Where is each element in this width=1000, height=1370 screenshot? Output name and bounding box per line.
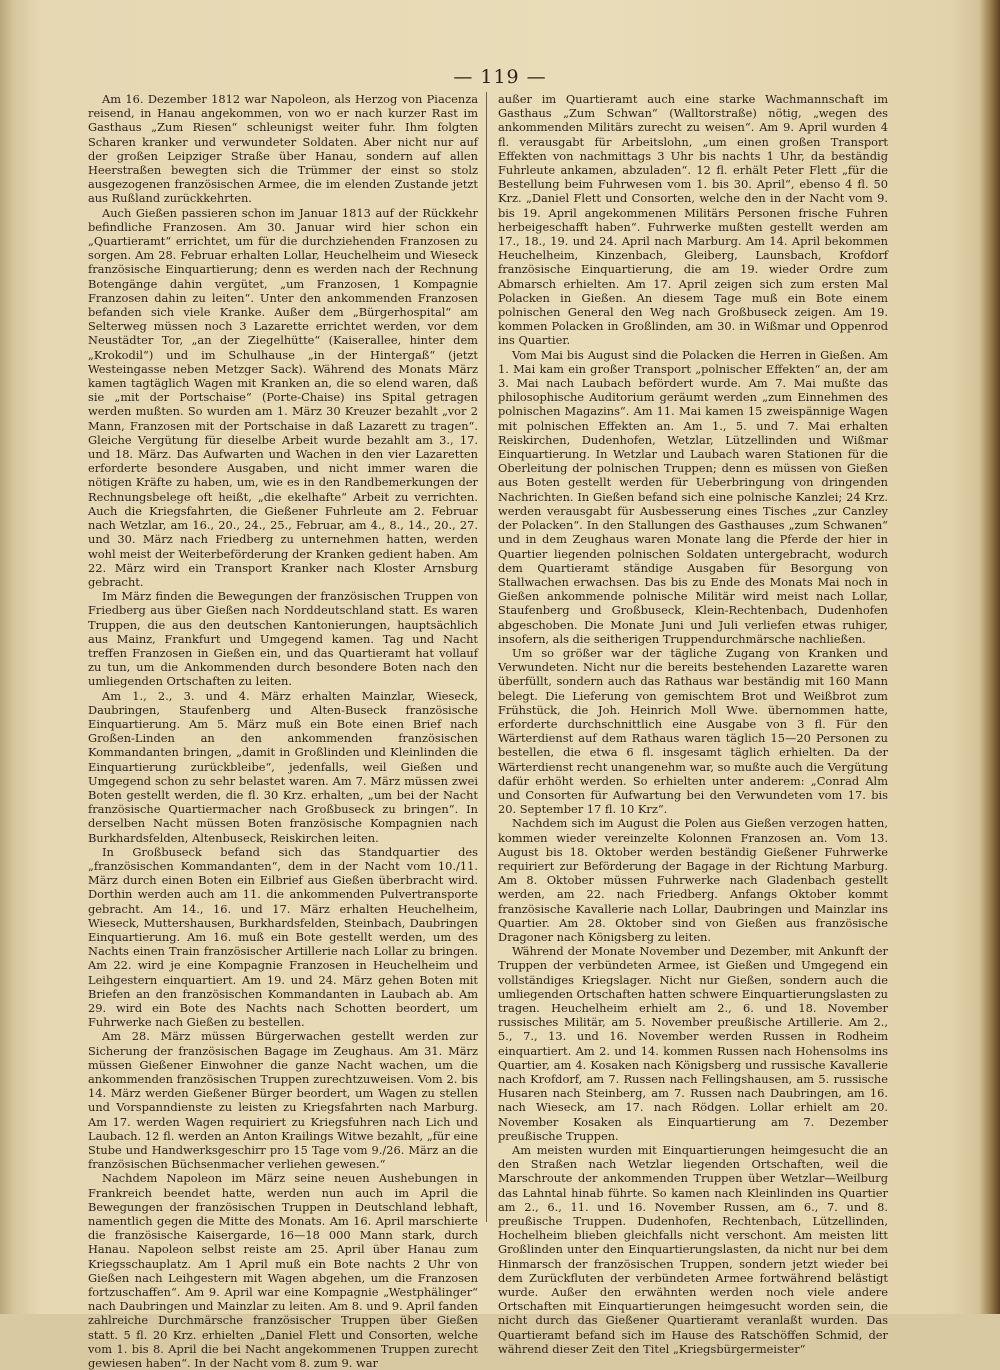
page-number: — 119 — bbox=[453, 66, 547, 88]
right-column bbox=[498, 92, 888, 1356]
book-spine bbox=[978, 0, 1000, 1314]
paragraph: Vom Mai bis August sind die Polacken die Herren in Gießen. Am 1. Mai kam ein großer Transport „polnischer Effekten“ an, der am 3. Mai nach Laubach befördert wurde. Am 7. Mai mußte das philosophische Auditorium geräumt werden „zum Einnehmen des polnischen Magazins“. Am 11. Mai kamen 15 zweispännige Wagen mit polnischen Effekten an. Am 1., 5. und 7. Mai erhalten Reiskirchen, Dudenhofen, Wetzlar, Lützellinden und Wißmar Einquartierung. In Wetzlar und Laubach waren Stationen für die Oberleitung der polnischen Truppen; denn es müssen von Gießen aus Boten gestellt werden für Ueberbringung von dringenden Nachrichten. In Gießen befand sich eine polnische Kanzlei; 24 Krz. werden verausgabt für Ausbesserung eines Tisches „zur Canzley der Polacken“. In den Stallungen des Gasthauses „zum Schwanen“ und in dem Zeughaus waren Monate lang die Pferde der hier in Quartier liegenden polnischen Soldaten untergebracht, wodurch dem Quartieramt ständige Ausgaben für Besorgung von Stallwachen erwachsen. Das bis zu Ende des Monats Mai noch in Gießen ankommende polnische Militär wird meist nach Lollar, Staufenberg und Großbuseck, Klein-Rechtenbach, Dudenhofen abgeschoben. Die Monate Juni und Juli verliefen etwas ruhiger, insofern, als die seitherigen Truppendurchmärsche nachließen. bbox=[498, 347, 888, 646]
left-column bbox=[88, 92, 478, 1370]
paragraph: Im März finden die Bewegungen der französischen Truppen von Friedberg aus über Gießen nach Norddeutschland statt. Es waren Truppen, die aus den deutschen Kantonierungen, hauptsächlich aus Mainz, Frankfurt und Umgegend kamen. Tag und Nacht treffen Franzosen in Gießen ein, und das Quartieramt hat vollauf zu tun, um die Ankommenden durch besondere Boten nach den umliegenden Ortschaften zu leiten. bbox=[88, 589, 478, 689]
paragraph: Während der Monate November und Dezember, mit Ankunft der Truppen der verbündeten Armee, ist Gießen und Umgegend ein vollständiges Kriegslager. Nicht nur Gießen, sondern auch die umliegenden Ortschaften hatten schwere Einquartierungslasten zu tragen. Heuchelheim erhielt am 2., 6. und 18. November russisches Militär, am 5. November preußische Artillerie. Am 2., 5., 7., 13. und 16. November werden Russen in Rodheim einquartiert. Am 2. und 14. kommen Russen nach Hohensolms ins Quartier, am 4. Kosaken nach Königsberg und russische Kavallerie nach Krofdorf, am 7. Russen nach Fellingshausen, am 5. russische Husaren nach Steinberg, am 7. Russen nach Daubringen, am 16. nach Wieseck, am 17. nach Rödgen. Lollar erhielt am 20. November Kosaken als Einquartierung am 7. Dezember preußische Truppen. bbox=[498, 944, 888, 1143]
paragraph: In Großbuseck befand sich das Standquartier des „französischen Kommandanten“, dem in der Nacht vom 10./11. März durch einen Boten ein Eilbrief aus Gießen überbracht wird. Dorthin werden auch am 11. die ankommenden Pulvertransporte gebracht. Am 14., 16. und 17. März erhalten Heuchelheim, Wieseck, Muttershausen, Burkhardsfelden, Steinbach, Daubringen Einquartierung. Am 16. muß ein Bote gestellt werden, um des Nachts einen Train französischer Artillerie nach Lollar zu bringen. Am 22. wird je eine Kompagnie Franzosen in Heuchelheim und Leihgestern einquartiert. Am 19. und 24. März gehen Boten mit Briefen an den französischen Kommandanten in Laubach ab. Am 29. wird ein Bote des Nachts nach Schotten beordert, um Fuhrwerke nach Gießen zu bestellen. bbox=[88, 844, 478, 1030]
paragraph: Am 28. März müssen Bürgerwachen gestellt werden zur Sicherung der französischen Bagage im Zeughaus. Am 31. März müssen Gießener Einwohner die ganze Nacht wachen, um die ankommenden französischen Truppen zurechtzuweisen. Vom 2. bis 14. März werden Gießener Bürger beordert, um Wagen zu stellen und Vorspanndienste zu leisten zu Kriegsfahrten nach Marburg. Am 17. werden Wagen requiriert zu Kriegsfuhren nach Lich und Laubach. 12 fl. werden an Anton Krailings Witwe bezahlt, „für eine Stube und Handwerksgeschirr pro 15 Tage vom 9./26. März an die französischen Büchsenmacher verliehen gewesen.“ bbox=[88, 1029, 478, 1172]
paragraph: Am 16. Dezember 1812 war Napoleon, als Herzog von Piacenza reisend, in Hanau angekommen, von wo er nach kurzer Rast im Gasthaus „Zum Riesen“ schleunigst weiter fuhr. Ihm folgten Scharen kranker und verwundeter Soldaten. Aber nicht nur auf der großen Leipziger Straße über Hanau, sondern auf allen Heerstraßen bewegten sich die Trümmer der einst so stolz ausgezogenen französischen Armee, die im elenden Zustande jetzt aus Rußland zurückkehrten. bbox=[88, 92, 478, 206]
paragraph: Um so größer war der tägliche Zugang von Kranken und Verwundeten. Nicht nur die bereits bestehenden Lazarette waren überfüllt, sondern auch das Rathaus war beständig mit 160 Mann belegt. Die Lieferung von gemischtem Brot und Weißbrot zum Frühstück, die Joh. Heinrich Moll Wwe. übernommen hatte, erforderte durchschnittlich eine Ausgabe von 3 fl. Für den Wärterdienst auf dem Rathaus waren täglich 15—20 Personen zu bestellen, die etwa 6 fl. insgesamt täglich erhielten. Da der Wärterdienst recht unangenehm war, so mußte auch die Vergütung dafür erhöht werden. So erhielten unter anderem: „Conrad Alm und Consorten für Aufwartung bei den Verwundeten vom 17. bis 20. September 17 fl. 10 Krz“. bbox=[498, 645, 888, 817]
column-divider bbox=[486, 92, 487, 1222]
paragraph: Nachdem Napoleon im März seine neuen Aushebungen in Frankreich beendet hatte, werden nun auch im April die Bewegungen der französischen Truppen in Deutschland lebhaft, namentlich gegen die Mitte des Monats. Am 16. April marschierte die französische Kaisergarde, 16—18 000 Mann stark, durch Hanau. Napoleon selbst reiste am 25. April über Hanau zum Kriegsschauplatz. Am 1 April muß ein Bote nachts 2 Uhr von Gießen nach Leihgestern mit Wagen abgehen, um die Franzosen fortzuschaffen“. Am 9. April war eine Kompagnie „Westphälinger“ nach Daubringen und Mainzlar zu leiten. Am 8. und 9. April fanden zahlreiche Durchmärsche französischer Truppen über Gießen statt. 5 fl. 20 Krz. erhielten „Daniel Flett und Consorten, welche vom 1. bis 8. April die bei Nacht angekommenen Truppen zurecht gewiesen haben“. In der Nacht vom 8. zum 9. war bbox=[88, 1171, 478, 1370]
paragraph: Nachdem sich im August die Polen aus Gießen verzogen hatten, kommen wieder vereinzelte Kolonnen Franzosen an. Vom 13. August bis 18. Oktober werden beständig Gießener Fuhrwerke requiriert zur Beförderung der Bagage in der Richtung Marburg. Am 8. Oktober müssen Fuhrwerke nach Gladenbach gestellt werden, am 22. nach Friedberg. Anfangs Oktober kommt französische Kavallerie nach Lollar, Daubringen und Mainzlar ins Quartier. Am 28. Oktober sind von Gießen aus französische Dragoner nach Königsberg zu leiten. bbox=[498, 816, 888, 944]
paragraph: Am 1., 2., 3. und 4. März erhalten Mainzlar, Wieseck, Daubringen, Staufenberg und Alten-Buseck französische Einquartierung. Am 5. März muß ein Bote einen Brief nach Großen-Linden an den ankommenden französischen Kommandanten bringen, „damit in Großlinden und Kleinlinden die Einquartierung zurückbleibe“, jedenfalls, weil Gießen und Umgegend schon zu sehr belastet waren. Am 7. März müssen zwei Boten gestellt werden, die fl. 30 Krz. erhalten, „um bei der Nacht französische Quartiermacher nach Großbuseck zu bringen“. In derselben Nacht müssen Boten französische Kompagnien nach Burkhardsfelden, Altenbuseck, Reiskirchen leiten. bbox=[88, 688, 478, 845]
paragraph: Auch Gießen passieren schon im Januar 1813 auf der Rückkehr befindliche Franzosen. Am 30. Januar wird hier schon ein „Quartieramt“ errichtet, um für die durchziehenden Franzosen zu sorgen. Am 28. Februar erhalten Lollar, Heuchelheim und Wieseck französische Einquartierung; denn es werden nach der Rechnung Botengänge dahin vergütet, „um Franzosen, 1 Kompagnie Franzosen dahin zu leiten“. Unter den ankommenden Franzosen befanden sich viele Kranke. Außer dem „Bürgerhospital“ am Selterweg müssen noch 3 Lazarette errichtet werden, vor dem Neustädter Tor, „an der Ziegelhütte“ (Kaiserallee, hinter dem „Krokodil“) und im Schulhause „in der Hintergaß“ (jetzt Westeingasse neben Metzger Sack). Während des Monats März kamen tagtäglich Wagen mit Kranken an, die so elend waren, daß sie „mit der Portschaise“ (Porte-Chaise) ins Spital getragen werden mußten. So wurden am 1. März 30 Kreuzer bezahlt „vor 2 Mann, Franzosen mit der Portschaise in daß Lazarett zu tragen“. Gleiche Vergütung für dieselbe Arbeit wurde bezahlt am 3., 17. und 18. März. Das Aufwarten und Wachen in den vier Lazaretten erforderte besondere Ausgaben, und nicht immer waren die nötigen Kräfte zu haben, um, wie es in den Randbemerkungen der Rechnungsbelege oft heißt, „die ekelhafte“ Arbeit zu verrichten. Auch die Kriegsfahrten, die Gießener Fuhrleute am 2. Februar nach Wetzlar, am 16., 20., 24., 25., Februar, am 4., 8., 14., 20., 27. und 30. März nach Friedberg zu unternehmen hatten, werden wohl meist der Weiterbeförderung der Kranken gedient haben. Am 22. März wird ein Transport Kranker nach Kloster Arnsburg gebracht. bbox=[88, 205, 478, 589]
paragraph: außer im Quartieramt auch eine starke Wachmannschaft im Gasthaus „Zum Schwan“ (Walltorstraße) nötig, „wegen des ankommenden Militärs zurecht zu weisen“. Am 9. April wurden 4 fl. verausgabt für Arbeitslohn, „um einen großen Transport Effekten von nachmittags 3 Uhr bis nachts 1 Uhr, da beständig Fuhrleute ankamen, abzuladen“. 12 fl. erhält Peter Flett „für die Bestellung beim Fuhrwesen vom 1. bis 30. April“, ebenso 4 fl. 50 Krz. „Daniel Flett und Consorten, welche den in der Nacht vom 9. bis 19. April angekommenen Militärs Personen frische Fuhren herbeigeschafft haben“. Fuhrwerke mußten gestellt werden am 17., 18., 19. und 24. April nach Marburg. Am 14. April bekommen Heuchelheim, Kinzenbach, Gleiberg, Launsbach, Krofdorf französische Einquartierung, die am 19. wieder Ordre zum Abmarsch erhielten. Am 17. April zeigen sich zum ersten Mal Polacken in Gießen. An diesem Tage muß ein Bote einem polnischen General den Weg nach Großbuseck zeigen. Am 19. kommen Polacken in Großlinden, am 30. in Wißmar und Oppenrod ins Quartier. bbox=[498, 92, 888, 348]
paragraph: Am meisten wurden mit Einquartierungen heimgesucht die an den Straßen nach Wetzlar liegenden Ortschaften, weil die Marschroute der ankommenden Truppen über Wetzlar—Weilburg das Lahntal hinab führte. So kamen nach Kleinlinden ins Quartier am 2., 6., 11. und 16. November Russen, am 6., 7. und 8. preußische Truppen. Dudenhofen, Rechtenbach, Lützellinden, Hochelheim blieben gleichfalls nicht verschont. Am meisten litt Großlinden unter den Einquartierungslasten, da nicht nur bei dem Hinmarsch der französischen Truppen, sondern jetzt wieder bei dem Zurückfluten der verbündeten Armee fortwährend belästigt wurde. Außer den erwähnten werden noch viele andere Ortschaften mit Einquartierungen heimgesucht worden sein, die nicht durch das Gießener Quartieramt veranlaßt wurden. Das Quartieramt befand sich im Hause des Ratschöffen Schmid, der während dieser Zeit den Titel „Kriegsbürgermeister“ bbox=[498, 1143, 888, 1356]
